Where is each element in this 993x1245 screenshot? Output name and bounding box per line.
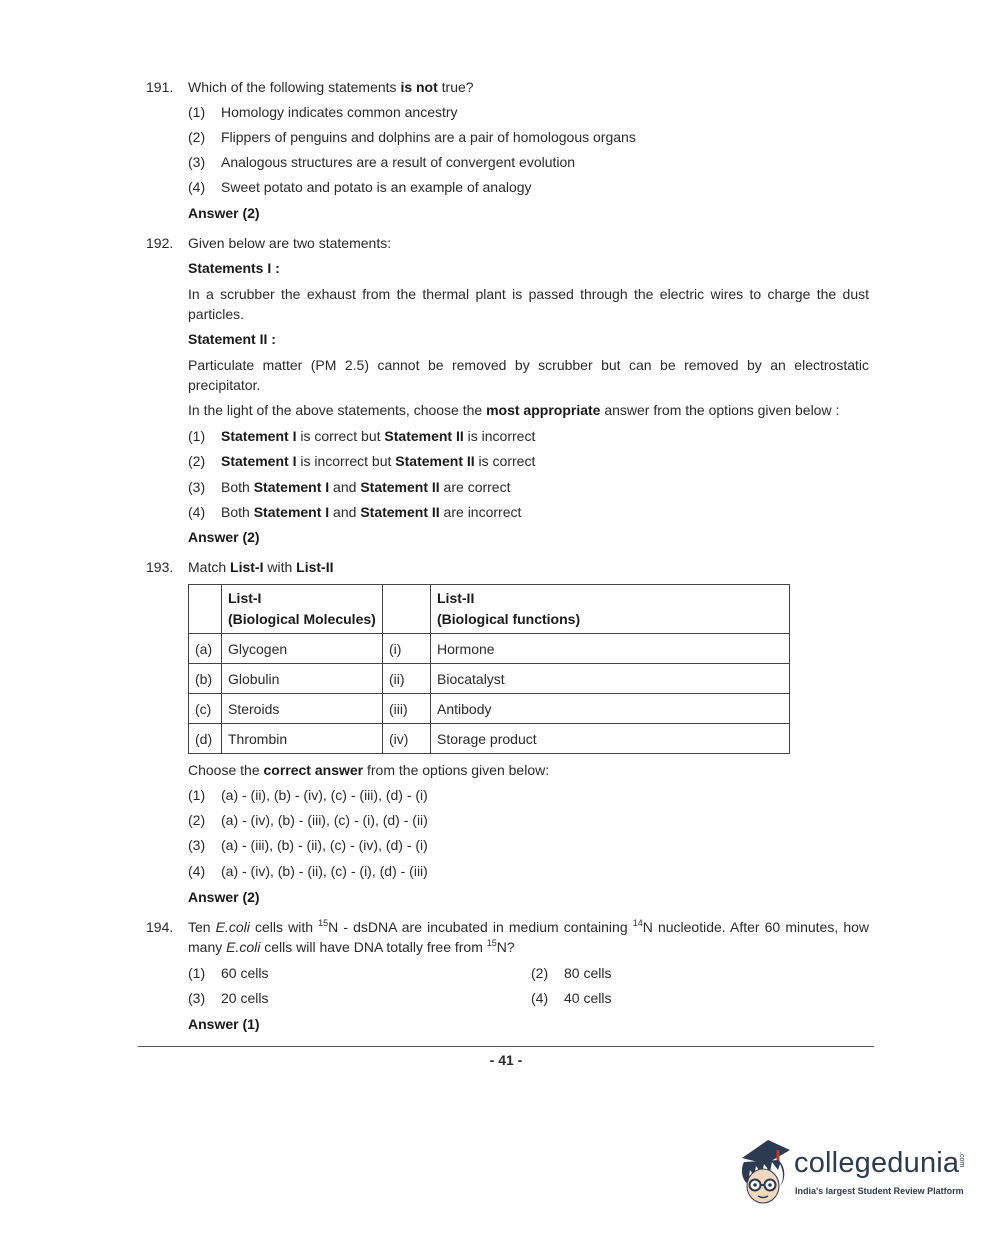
q192-number: 192. [146,235,174,251]
q194-option-number: (1) [188,965,206,981]
q193-option-number: (4) [188,863,206,879]
list1-subtitle: (Biological Molecules) [228,611,376,627]
header-blank-cell [383,585,431,634]
q194-option-number: (4) [531,990,549,1006]
q191-answer: Answer (2) [188,205,260,221]
q192-option-text: Statement I is correct but Statement II is incorrect [221,428,536,444]
logo-com-text: .com [958,1152,965,1168]
table-row [189,724,790,754]
q192-option-text: Both Statement I and Statement II are incorrect [221,504,522,520]
q191-option-number: (1) [188,104,206,120]
q191-option-text: Homology indicates common ancestry [221,104,458,120]
row-key: (c) [189,694,222,724]
q193-option-text: (a) - (iii), (b) - (ii), (c) - (iv), (d) - (i) [221,837,428,853]
q194-option-number: (3) [188,990,206,1006]
q194-option-text: 60 cells [221,965,269,981]
row-roman: (i) [383,634,431,664]
q191-option-text: Sweet potato and potato is an example of analogy [221,179,532,195]
header-blank-cell [189,585,222,634]
match-table-header [189,585,790,634]
row-function: Storage product [431,724,790,754]
list1-title: List-I [228,590,262,606]
row-function: Antibody [431,694,790,724]
list2-title: List-II [437,590,475,606]
row-molecule: Steroids [222,694,383,724]
q193-number: 193. [146,559,174,575]
q193-option-text: (a) - (ii), (b) - (iv), (c) - (iii), (d) - (i) [221,787,428,803]
match-table [188,584,790,754]
page-number: - 41 - [489,1052,523,1068]
q191-option-text: Flippers of penguins and dolphins are a pair of homologous organs [221,129,636,145]
q194-option-number: (2) [531,965,549,981]
q192-option-number: (3) [188,479,206,495]
list2-subtitle: (Biological functions) [437,611,581,627]
q192-answer: Answer (2) [188,529,260,545]
row-molecule: Glycogen [222,634,383,664]
table-row [189,634,790,664]
row-function: Biocatalyst [431,664,790,694]
row-roman: (iii) [383,694,431,724]
row-molecule: Globulin [222,664,383,694]
q191-option-number: (4) [188,179,206,195]
q193-option-number: (1) [188,787,206,803]
collegedunia-logo [738,1136,968,1212]
q191-option-number: (2) [188,129,206,145]
q192-statement2-text: Particulate matter (PM 2.5) cannot be removed by scrubber but can be removed by an electrostatic precipitator. [188,357,869,393]
q194-option-text: 80 cells [564,965,612,981]
row-key: (d) [189,724,222,754]
q193-answer: Answer (2) [188,889,260,905]
q194-option-text: 20 cells [221,990,269,1006]
q193-stem: Match List-I with List-II [188,559,334,575]
q192-instruction: In the light of the above statements, choose the most appropriate answer from the options given below : [188,402,840,418]
q192-statement2-label: Statement II : [188,331,276,347]
table-row [189,664,790,694]
q192-option-text: Both Statement I and Statement II are correct [221,479,511,495]
q192-option-number: (1) [188,428,206,444]
q194-number: 194. [146,919,174,935]
q191-stem: Which of the following statements is not true? [188,79,474,95]
q192-stem: Given below are two statements: [188,235,392,251]
q192-option-text: Statement I is incorrect but Statement II is correct [221,453,536,469]
list2-header [431,585,790,634]
list1-header [222,585,383,634]
q191-number: 191. [146,79,174,95]
q194-stem: Ten E.coli cells with $^{15}$N - dsDNA are incubated in medium containing $^{14}$N nucleotide. After 60 minutes, how many E.coli cells will have DNA totally free from $^{15}$N? [188,918,870,955]
row-molecule: Thrombin [222,724,383,754]
q193-option-text: (a) - (iv), (b) - (iii), (c) - (i), (d) - (ii) [221,812,428,828]
footer-divider [138,1046,874,1047]
q193-option-number: (2) [188,812,206,828]
q192-statement1-label: Statements I : [188,260,280,276]
q194-answer: Answer (1) [188,1016,260,1032]
q191-option-number: (3) [188,154,206,170]
logo-wordmark: collegedunia [794,1147,960,1179]
row-key: (b) [189,664,222,694]
q192-option-number: (2) [188,453,206,469]
q193-choose-instruction: Choose the correct answer from the options given below: [188,762,550,778]
table-row [189,694,790,724]
row-key: (a) [189,634,222,664]
q191-option-text: Analogous structures are a result of convergent evolution [221,154,576,170]
q194-option-text: 40 cells [564,990,612,1006]
row-roman: (ii) [383,664,431,694]
mascot-icon [738,1136,794,1212]
logo-tagline: India's largest Student Review Platform [795,1186,964,1196]
row-function: Hormone [431,634,790,664]
q192-option-number: (4) [188,504,206,520]
q193-option-number: (3) [188,837,206,853]
q193-option-text: (a) - (iv), (b) - (ii), (c) - (i), (d) - (iii) [221,863,428,879]
row-roman: (iv) [383,724,431,754]
q192-statement1-text: In a scrubber the exhaust from the thermal plant is passed through the electric wires to charge the dust particles. [188,286,869,322]
